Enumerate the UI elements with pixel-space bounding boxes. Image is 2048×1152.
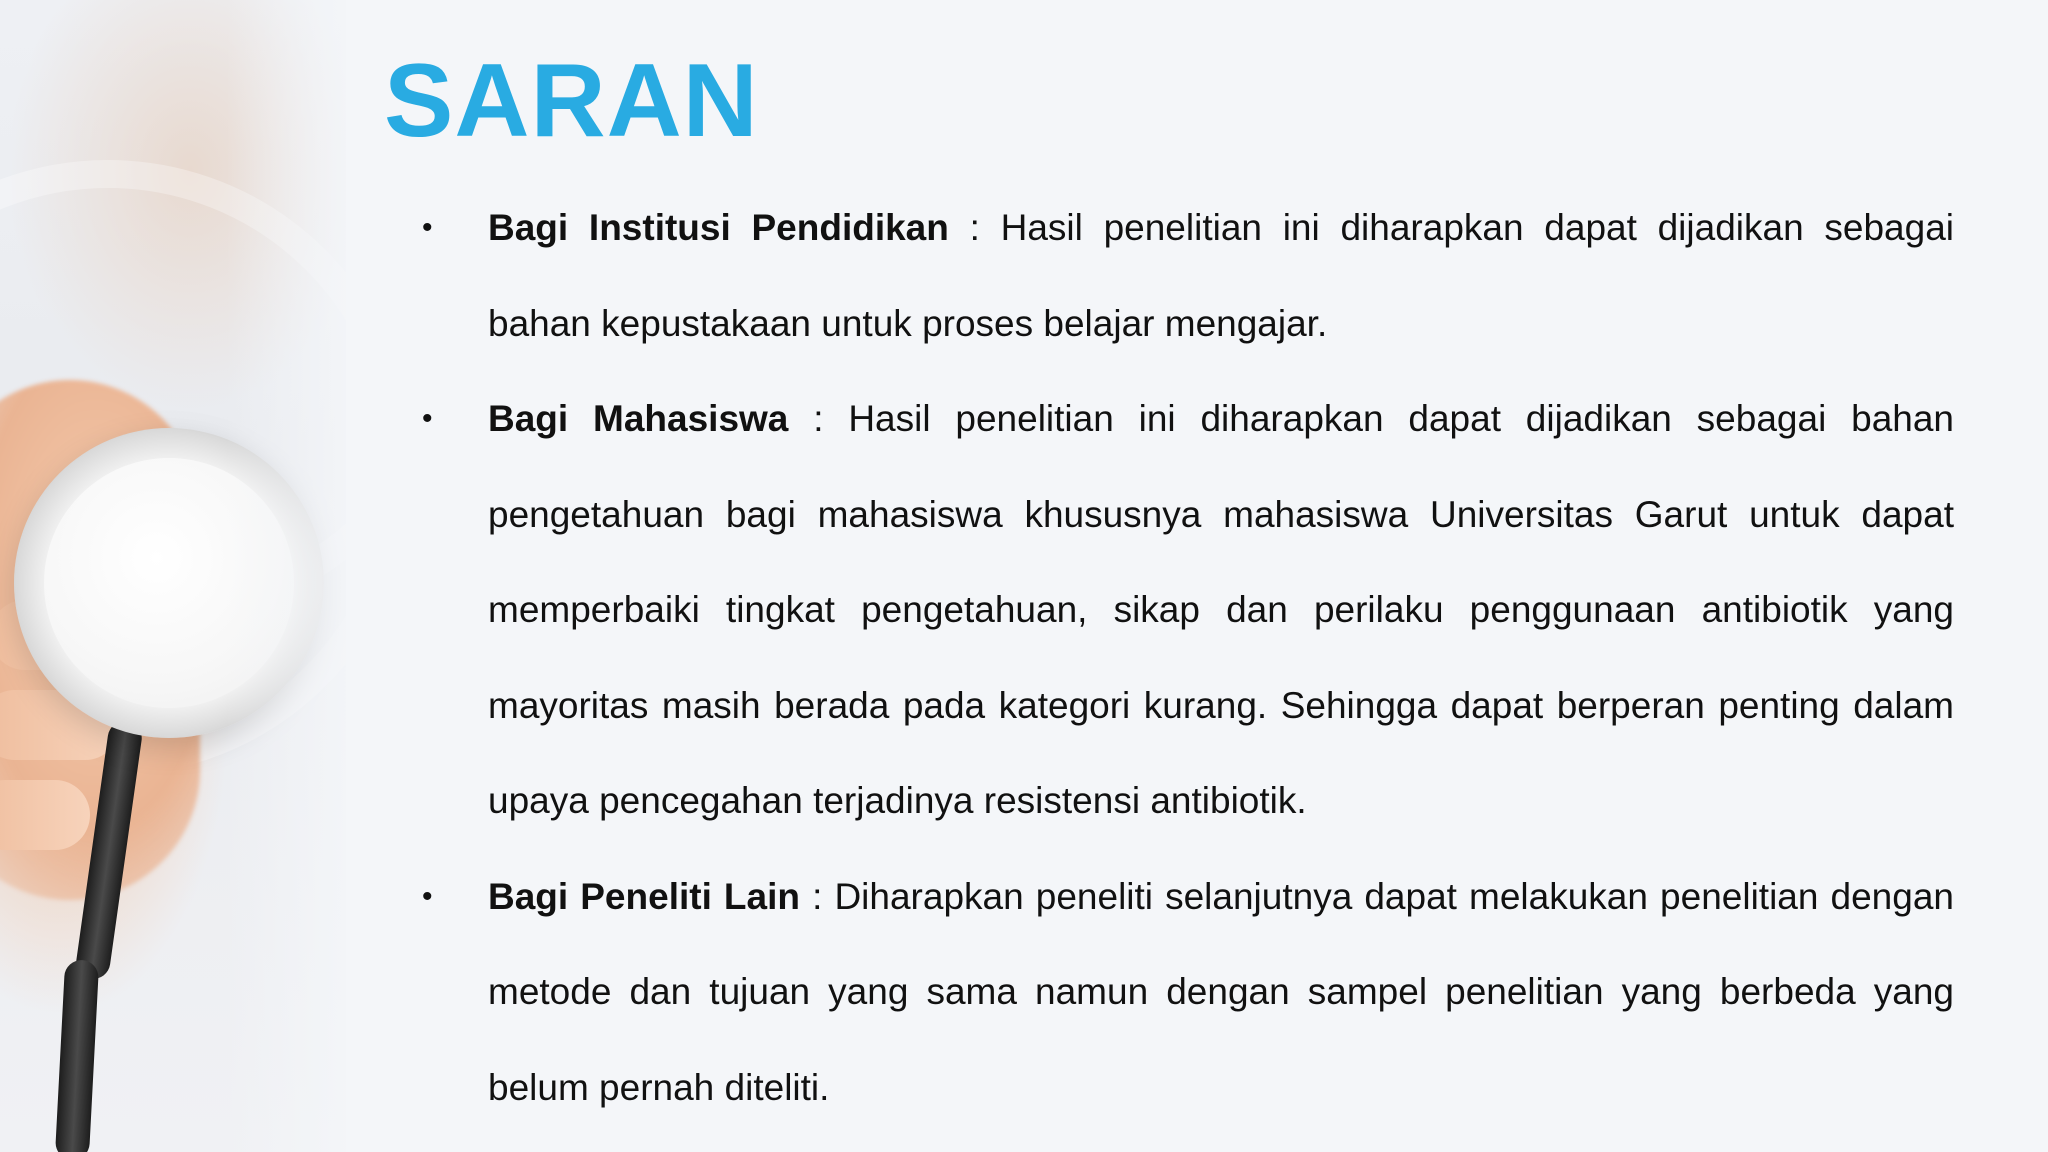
slide-title: SARAN <box>384 43 759 159</box>
photo-fade <box>226 0 346 1152</box>
bullet-icon: • <box>422 211 433 244</box>
list-item-mahasiswa <box>422 371 1954 849</box>
item-text: Diharapkan peneliti selanjutnya dapat melakukan penelitian dengan metode dan tujuan yang sama namun dengan sampel penelitian yang berbeda yang belum pernah diteliti. <box>488 875 1954 1108</box>
item-label: Bagi Peneliti Lain <box>488 875 800 917</box>
stethoscope-photo <box>0 0 346 1152</box>
finger-shape-3 <box>0 780 90 850</box>
bullet-icon: • <box>422 402 433 435</box>
item-label: Bagi Institusi Pendidikan <box>488 207 949 248</box>
stethoscope-tube-lower <box>55 959 99 1152</box>
item-label: Bagi Mahasiswa <box>488 398 789 439</box>
item-text: Hasil penelitian ini diharapkan dapat dijadikan sebagai bahan kepustakaan untuk proses belajar mengajar. <box>488 207 1954 344</box>
list-item-institusi <box>422 180 1954 371</box>
item-text: Hasil penelitian ini diharapkan dapat dijadikan sebagai bahan pengetahuan bagi mahasiswa khususnya mahasiswa Universitas Garut untuk dapat memperbaiki tingkat pengetahuan, sikap dan perilaku penggunaan antibiotik yang mayoritas masih berada pada kategori kurang. Sehingga dapat berperan penting dalam upaya pencegahan terjadinya resistensi antibiotik. <box>488 398 1954 821</box>
item-separator: : <box>800 875 835 917</box>
item-separator: : <box>788 398 849 439</box>
list-item-peneliti-lain <box>422 849 1954 1136</box>
bullet-icon: • <box>422 879 433 913</box>
item-separator: : <box>948 207 1001 248</box>
recommendation-list <box>422 180 1954 1135</box>
